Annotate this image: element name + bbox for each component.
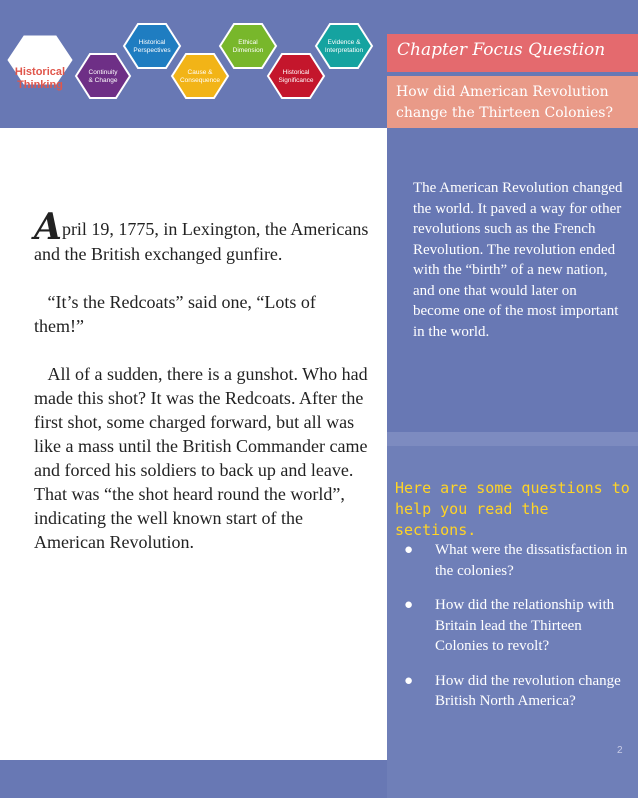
hex-ethical-line1: Ethical bbox=[238, 39, 258, 46]
hex-cause bbox=[172, 54, 228, 98]
question-1: What were the dissatisfaction in the colonies? bbox=[435, 542, 628, 579]
header-banner bbox=[0, 0, 387, 128]
hex-evidence-line2: Interpretation bbox=[324, 47, 364, 54]
focus-question: How did American Revolution change the Thirteen Colonies? bbox=[396, 84, 613, 121]
question-3: How did the revolution change British North America? bbox=[435, 672, 621, 709]
list-item bbox=[404, 595, 634, 657]
story-paragraph-1 bbox=[34, 206, 369, 266]
questions-prompt: Here are some questions to help you read the sections. bbox=[395, 479, 630, 539]
bullet-icon: ● bbox=[404, 542, 414, 558]
guiding-questions bbox=[404, 540, 634, 726]
hex-significance bbox=[268, 54, 324, 98]
story-paragraph-3-text: All of a sudden, there is a gunshot. Who had made this shot? It was the Redcoats. After the first shot, some charged forward, but all was like a mass until the British Commander came and forced his soldiers to back up and leave. That was “the shot heard round the world”, indicating the well known start of the American Revolution. bbox=[34, 364, 368, 552]
hex-perspectives-shape bbox=[124, 24, 180, 68]
list-item bbox=[404, 671, 634, 712]
hex-evidence-line1: Evidence & bbox=[327, 39, 361, 46]
hex-continuity-shape bbox=[76, 54, 130, 98]
hex-significance-line2: Significance bbox=[278, 77, 314, 84]
right-divider bbox=[387, 432, 638, 446]
historical-thinking-line1: Historical bbox=[14, 66, 66, 78]
list-item bbox=[404, 540, 634, 581]
bullet-icon: ● bbox=[404, 672, 414, 689]
hex-cause-shape bbox=[172, 54, 228, 98]
hex-significance-line1: Historical bbox=[282, 69, 310, 76]
hex-cause-line2: Consequence bbox=[179, 77, 221, 84]
hex-cause-line1: Cause & bbox=[187, 69, 213, 76]
story-paragraph-1-text: pril 19, 1775, in Lexington, the Americans and the British exchanged gunfire. bbox=[34, 219, 369, 264]
hex-perspectives-line2: Perspectives bbox=[133, 47, 171, 54]
historical-thinking-line2: Thinking bbox=[17, 79, 63, 91]
chapter-summary: The American Revolution changed the world. It paved a way for other revolutions such as the French Revolution. The revolution ended with the “birth” of a new nation, and one that would later on become one of the most important in the world. bbox=[413, 180, 623, 340]
hex-significance-shape bbox=[268, 54, 324, 98]
hex-perspectives bbox=[124, 24, 180, 68]
hex-evidence bbox=[316, 24, 372, 68]
hex-continuity-line2: & Change bbox=[88, 77, 118, 84]
hex-ethical-shape bbox=[220, 24, 276, 68]
dropcap: A bbox=[34, 206, 62, 248]
hex-ethical-line2: Dimension bbox=[232, 47, 264, 54]
historical-thinking-graphic bbox=[0, 0, 387, 128]
bottom-bar bbox=[0, 760, 387, 798]
story-paragraph-2 bbox=[34, 290, 369, 338]
hex-perspectives-line1: Historical bbox=[138, 39, 166, 46]
hex-ethical bbox=[220, 24, 276, 68]
bullet-icon: ● bbox=[404, 597, 414, 613]
page-number: 2 bbox=[617, 745, 623, 756]
question-2: How did the relationship with Britain lead the Thirteen Colonies to revolt? bbox=[435, 597, 615, 654]
focus-title: Chapter Focus Question bbox=[397, 40, 606, 60]
hex-continuity bbox=[76, 54, 130, 98]
hex-continuity-line1: Continuity bbox=[88, 69, 118, 76]
hex-evidence-shape bbox=[316, 24, 372, 68]
story-text bbox=[34, 206, 369, 578]
story-paragraph-3 bbox=[34, 362, 369, 554]
story-paragraph-2-text: “It’s the Redcoats” said one, “Lots of them!” bbox=[34, 292, 316, 336]
